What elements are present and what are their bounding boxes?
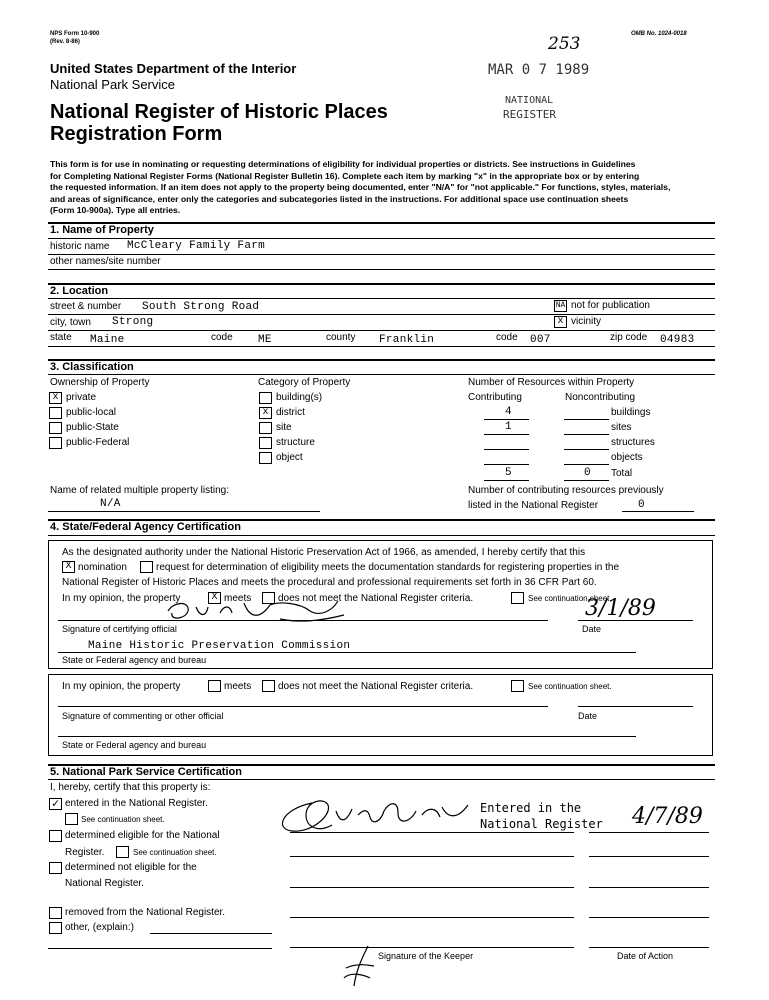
field-line xyxy=(48,511,320,512)
section-rule xyxy=(48,283,715,285)
entered-continuation-label: See continuation sheet. xyxy=(81,815,165,824)
vicinity-label: vicinity xyxy=(571,316,602,327)
commenting-date-label: Date xyxy=(578,711,598,721)
field-line xyxy=(589,887,709,888)
county-code-value[interactable]: 007 xyxy=(530,334,551,346)
intro-line-1: This form is for use in nominating or requesting determinations of eligibility for individual properties or districts. See instructions in Guidelines xyxy=(50,159,636,169)
opinion-2-label: In my opinion, the property xyxy=(62,681,181,692)
field-line xyxy=(48,254,715,255)
field-line xyxy=(290,832,574,833)
contributing-sites[interactable]: 1 xyxy=(505,421,512,433)
resources-objects-label: objects xyxy=(611,452,643,463)
form-number: NPS Form 10-900 xyxy=(50,31,100,37)
county-value[interactable]: Franklin xyxy=(379,334,435,346)
field-line xyxy=(48,330,715,331)
field-line xyxy=(484,434,529,435)
continuation-label: See continuation sheet. xyxy=(528,594,612,603)
ownership-label: Ownership of Property xyxy=(50,377,150,388)
determined-eligible-label: determined eligible for the National xyxy=(65,830,220,841)
handwritten-number: 253 xyxy=(548,34,581,54)
form-title-line1: National Register of Historic Places xyxy=(50,101,388,123)
field-line xyxy=(564,434,609,435)
ownership-public-state-checkbox[interactable] xyxy=(49,422,62,434)
keeper-initials xyxy=(340,942,380,990)
field-line xyxy=(564,480,609,481)
ownership-public-state-label: public-State xyxy=(66,422,119,433)
request-determination-checkbox[interactable] xyxy=(140,561,153,573)
county-label: county xyxy=(326,332,356,343)
meets-label: meets xyxy=(224,593,252,604)
removed-checkbox[interactable] xyxy=(49,907,62,919)
nomination-checkbox[interactable]: X xyxy=(62,561,75,573)
field-line xyxy=(589,832,709,833)
section-rule xyxy=(48,359,715,361)
ownership-public-local-label: public-local xyxy=(66,407,117,418)
field-line xyxy=(48,346,715,347)
category-structure-checkbox[interactable] xyxy=(259,437,272,449)
state-label: state xyxy=(50,332,72,343)
resources-structures-label: structures xyxy=(611,437,655,448)
intro-instructions xyxy=(50,159,715,217)
entered-stamp-line-1: Entered in the xyxy=(480,801,582,815)
not-for-publication-label: not for publication xyxy=(571,300,650,311)
agency-value[interactable]: Maine Historic Preservation Commission xyxy=(88,640,351,652)
certification-date-value: 3/1/89 xyxy=(585,596,656,621)
received-stamp-date: MAR 0 7 1989 xyxy=(488,62,590,78)
certify-line-2: request for determination of eligibility meets the documentation standards for registering properties in the xyxy=(156,562,620,573)
previously-listed-label-2: listed in the National Register xyxy=(468,500,599,511)
other-checkbox[interactable] xyxy=(49,922,62,934)
resources-total-label: Total xyxy=(611,468,633,479)
intro-line-2: for Completing National Register Forms (National Register Bulletin 16). Complete each item by marking "x" in the appropriate box or by entering xyxy=(50,170,640,181)
city-label: city, town xyxy=(50,317,91,328)
field-line xyxy=(58,652,636,653)
agency-label: State or Federal agency and bureau xyxy=(62,655,207,665)
historic-name-value[interactable]: McCleary Family Farm xyxy=(127,240,266,252)
category-object-checkbox[interactable] xyxy=(259,452,272,464)
not-for-publication-checkbox[interactable]: NA xyxy=(555,301,566,310)
determined-eligible-checkbox[interactable] xyxy=(49,830,62,842)
ownership-public-local-checkbox[interactable] xyxy=(49,407,62,419)
meets-checkbox[interactable]: X xyxy=(208,592,221,604)
category-district-checkbox[interactable]: x xyxy=(259,407,272,419)
historic-name-label: historic name xyxy=(50,241,110,252)
section-5-heading: 5. National Park Service Certification xyxy=(50,766,242,778)
state-code-label: code xyxy=(211,332,233,343)
field-line xyxy=(290,856,574,857)
removed-label: removed from the National Register. xyxy=(65,907,226,918)
form-revision: (Rev. 8-86) xyxy=(50,39,80,45)
continuation-2-checkbox[interactable] xyxy=(511,680,524,692)
entered-checkbox[interactable]: ✓ xyxy=(49,798,62,810)
vicinity-checkbox[interactable]: x xyxy=(554,316,567,328)
resources-sites-label: sites xyxy=(611,422,632,433)
section-rule xyxy=(48,374,715,375)
street-value[interactable]: South Strong Road xyxy=(142,301,260,313)
contributing-buildings[interactable]: 4 xyxy=(505,406,512,418)
other-label: other, (explain:) xyxy=(65,922,134,933)
category-site-label: site xyxy=(276,422,292,433)
intro-line-4: and areas of significance, enter only the categories and subcategories listed in the instructions. For additional space use continuation sheets xyxy=(50,193,629,204)
determined-not-eligible-label: determined not eligible for the xyxy=(65,862,197,873)
does-not-meet-2-checkbox[interactable] xyxy=(262,680,275,692)
continuation-checkbox[interactable] xyxy=(511,592,524,604)
does-not-meet-label: does not meet the National Register criteria. xyxy=(278,593,474,604)
entered-continuation-checkbox[interactable] xyxy=(65,813,78,825)
certify-line-3: National Register of Historic Places and meets the procedural and professional requirements set forth in 36 CFR Part 60. xyxy=(62,577,597,588)
department-name: United States Department of the Interior xyxy=(50,61,297,76)
category-site-checkbox[interactable] xyxy=(259,422,272,434)
determined-not-eligible-checkbox[interactable] xyxy=(49,862,62,874)
field-line xyxy=(484,464,529,465)
section-4-heading: 4. State/Federal Agency Certification xyxy=(50,521,241,533)
zip-value[interactable]: 04983 xyxy=(660,334,695,346)
ownership-private-checkbox[interactable]: x xyxy=(49,392,62,404)
section-rule xyxy=(48,298,715,299)
field-line xyxy=(564,419,609,420)
eligible-continuation-label: See continuation sheet. xyxy=(133,848,217,857)
opinion-label: In my opinion, the property xyxy=(62,593,181,604)
field-line xyxy=(564,449,609,450)
stamp-register: REGISTER xyxy=(503,108,556,121)
section-2-heading: 2. Location xyxy=(50,285,109,297)
field-line xyxy=(484,480,529,481)
field-line xyxy=(290,887,574,888)
action-date-label: Date of Action xyxy=(617,951,674,961)
field-line xyxy=(58,706,548,707)
does-not-meet-2-label: does not meet the National Register criteria. xyxy=(278,681,474,692)
meets-2-label: meets xyxy=(224,681,252,692)
previously-listed-label-1: Number of contributing resources previously xyxy=(468,485,664,496)
certification-date-label: Date xyxy=(582,624,602,634)
multiple-listing-label: Name of related multiple property listing: xyxy=(50,485,229,496)
field-line xyxy=(484,419,529,420)
section-3-heading: 3. Classification xyxy=(50,361,134,373)
field-line xyxy=(48,948,272,949)
category-label: Category of Property xyxy=(258,377,351,388)
category-building-checkbox[interactable] xyxy=(259,392,272,404)
keeper-signature xyxy=(272,795,482,845)
category-object-label: object xyxy=(276,452,303,463)
nomination-label: nomination xyxy=(78,562,127,573)
meets-2-checkbox[interactable] xyxy=(208,680,221,692)
eligible-continuation-checkbox[interactable] xyxy=(116,846,129,858)
field-line xyxy=(58,620,548,621)
omb-number: OMB No. 1024-0018 xyxy=(631,31,687,37)
field-line xyxy=(290,917,574,918)
field-line xyxy=(484,449,529,450)
county-code-label: code xyxy=(496,332,518,343)
field-line xyxy=(589,856,709,857)
keeper-signature-label: Signature of the Keeper xyxy=(378,951,474,961)
certify-line-1: As the designated authority under the National Historic Preservation Act of 1966, as amended, I hereby certify that this xyxy=(62,547,586,558)
agency-2-label: State or Federal agency and bureau xyxy=(62,740,207,750)
field-line xyxy=(58,736,636,737)
category-structure-label: structure xyxy=(276,437,315,448)
continuation-2-label: See continuation sheet. xyxy=(528,682,612,691)
ownership-private-label: private xyxy=(66,392,97,403)
resources-buildings-label: buildings xyxy=(611,407,651,418)
commenting-signature-label: Signature of commenting or other official xyxy=(62,711,224,721)
other-names-label: other names/site number xyxy=(50,256,161,267)
certifying-signature xyxy=(160,597,350,627)
field-line xyxy=(150,933,272,934)
determined-eligible-label-2: Register. xyxy=(65,847,105,858)
field-line xyxy=(48,269,715,270)
category-building-label: building(s) xyxy=(276,392,323,403)
determined-not-eligible-label-2: National Register. xyxy=(65,878,144,889)
noncontributing-total[interactable]: 0 xyxy=(584,467,591,479)
multiple-listing-value[interactable]: N/A xyxy=(100,498,121,510)
field-line xyxy=(578,706,693,707)
ownership-public-federal-checkbox[interactable] xyxy=(49,437,62,449)
intro-line-5: (Form 10-900a). Type all entries. xyxy=(50,205,181,215)
state-code-value[interactable]: ME xyxy=(258,334,272,346)
contributing-label: Contributing xyxy=(468,392,522,403)
field-line xyxy=(578,620,693,621)
section-1-heading: 1. Name of Property xyxy=(50,224,154,236)
section-rule xyxy=(48,779,715,780)
entered-label: entered in the National Register. xyxy=(65,798,208,809)
form-title-line2: Registration Form xyxy=(50,123,223,145)
previously-listed-value[interactable]: 0 xyxy=(638,499,645,511)
field-line xyxy=(290,947,574,948)
zip-label: zip code xyxy=(610,332,648,343)
service-name: National Park Service xyxy=(50,77,175,92)
action-date-value: 4/7/89 xyxy=(632,804,703,829)
field-line xyxy=(564,464,609,465)
field-line xyxy=(622,511,694,512)
field-line xyxy=(589,947,709,948)
field-line xyxy=(589,917,709,918)
category-district-label: district xyxy=(276,407,305,418)
certifying-signature-label: Signature of certifying official xyxy=(62,624,177,634)
section-rule xyxy=(48,238,715,239)
city-value[interactable]: Strong xyxy=(112,316,154,328)
contributing-total[interactable]: 5 xyxy=(505,467,512,479)
keeper-certify-label: I, hereby, certify that this property is: xyxy=(50,782,211,793)
street-label: street & number xyxy=(50,301,122,312)
state-value[interactable]: Maine xyxy=(90,334,125,346)
stamp-national: NATIONAL xyxy=(505,95,554,106)
intro-line-3: the requested information. If an item does not apply to the property being documented, enter "N/A" for "not applicable." For functions, styles, materials, xyxy=(50,182,671,192)
section-rule xyxy=(48,535,715,536)
ownership-public-federal-label: public-Federal xyxy=(66,437,130,448)
noncontributing-label: Noncontributing xyxy=(565,392,636,403)
entered-stamp-line-2: National Register xyxy=(480,817,603,831)
resources-label: Number of Resources within Property xyxy=(468,377,635,388)
field-line xyxy=(48,314,715,315)
